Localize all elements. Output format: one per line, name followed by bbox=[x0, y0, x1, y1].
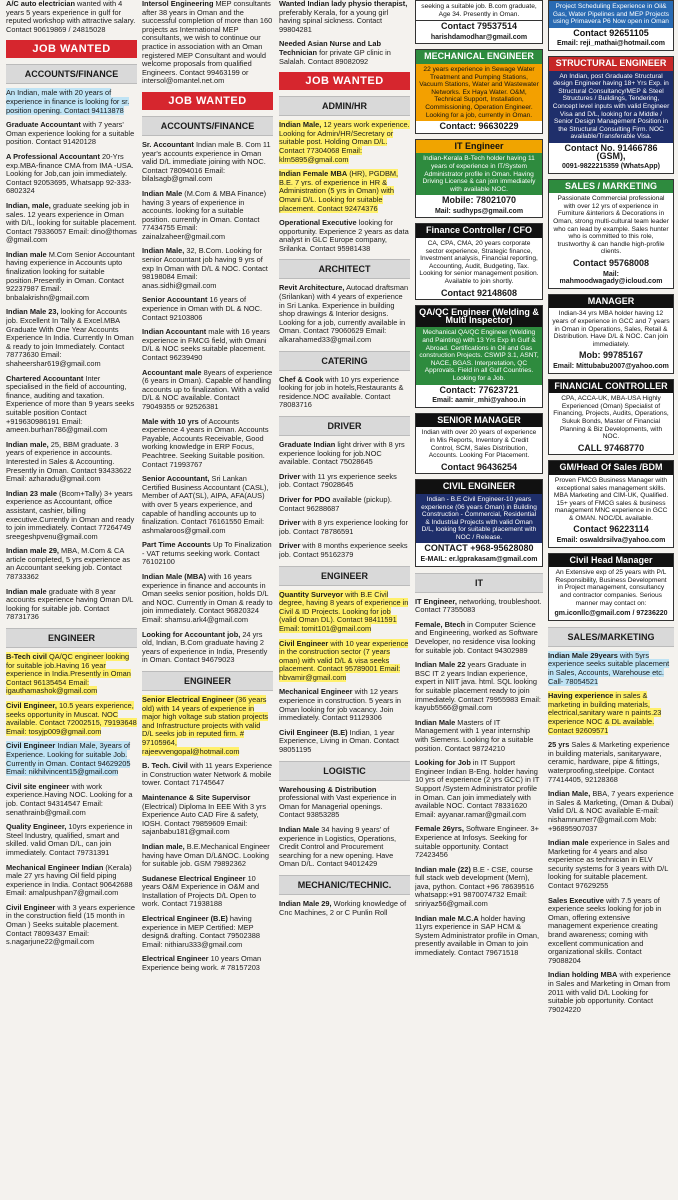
listing-keyword: Intersol Engineering bbox=[142, 0, 214, 8]
classified-listing bbox=[279, 640, 410, 683]
listing-keyword: Quality Engineer, bbox=[6, 822, 67, 832]
classified-listing bbox=[6, 375, 137, 435]
listing-text: 34 having 9 years' of experience in Logistics, Operations, Credit Control and Procurement searching for a new opening. Have Oman D/L. Contact 94012429 bbox=[279, 825, 397, 869]
ad-email: gm.iconllc@gmail.com / 97236220 bbox=[554, 610, 668, 618]
classified-listing bbox=[142, 875, 273, 909]
classified-listing bbox=[6, 202, 137, 245]
listing-keyword: Civil Engineer bbox=[6, 741, 56, 751]
listing-keyword: Sr. Accountant bbox=[142, 139, 194, 149]
display-ad bbox=[548, 460, 674, 547]
ad-body: An Indian, post Graduate Structural design Engineer having 18+ Yrs Exp. in Structural Consultancy/MEP & Steel Structures / Buildings, Tendering, Concept level inputs with valid Engineer Visa and D/L, looking for a Middle / Senior Design Management Position in the Structural Consulting Firm. NOC available/Transferable Visa. bbox=[549, 71, 673, 143]
listing-text: Masters of IT Management with 1 year internship with Siemens. Looking for a suitable position. Contact 98724210 bbox=[415, 717, 534, 753]
listing-text: An Indian, male with 20 years of experience in finance is looking for sr. position opening. Contact 94113878 bbox=[6, 88, 130, 115]
listing-text: with 10 year experience in the construction sector (7 years oman) with valid D/L & visa seeks placement. Contact 95789001 Email: hbvamir@gmail.com bbox=[279, 638, 409, 682]
listing-text: (Bcom+Tally) 3+ years experience as Accountant, office assistant, cashier, billing executive.Currently in Oman and ready to join immediately. Contact 77264749 sreegeshpvenu@gmail.com bbox=[6, 488, 135, 541]
listing-text: with 10 yrs experience looking for job in hotels,Restaurants & residence.NOC available. Contact 78083716 bbox=[279, 374, 404, 410]
classified-listing bbox=[279, 519, 410, 536]
job-wanted-banner: JOB WANTED bbox=[6, 40, 137, 58]
classified-listing bbox=[279, 376, 410, 410]
classified-listing bbox=[279, 786, 410, 820]
category-engineer: ENGINEER bbox=[279, 566, 410, 586]
listing-text: professional with Vast experience in Oman for Managerial openings. Contact 93853285 bbox=[279, 793, 397, 820]
ad-email: 0091-9822215359 (WhatsApp) bbox=[561, 163, 661, 171]
classified-listing bbox=[6, 121, 137, 147]
listing-keyword: Civil site engineer bbox=[6, 781, 70, 791]
classified-listing bbox=[279, 219, 410, 253]
ad-email: Mail: sudhyps@gmail.com bbox=[434, 207, 524, 215]
category-driver: DRIVER bbox=[279, 416, 410, 436]
listing-text: with B.E Civil degree, having 8 years of experience in Civil & ID Projects. Looking for job (valid Oman DL). Contact 98411591 Email: tomit101@gmail.com bbox=[279, 589, 409, 633]
listing-text: 10.5 years experience, seeks opportunity in Muscat. NOC available. Contact 72002515, 79193648 Email: tosyjp009@gmail.com bbox=[6, 701, 137, 736]
classified-listing bbox=[279, 729, 410, 755]
category-engineer: ENGINEER bbox=[6, 628, 137, 648]
listing-text: 12 years work experience. Looking for Admin/HR/Secretary or suitable post. Holding Oman D/L. Contact 77304068 Email: klrn5895@gmail.com bbox=[279, 120, 410, 164]
ad-email: harishdamodhar@gmail.com bbox=[430, 33, 528, 41]
display-ad bbox=[415, 223, 543, 300]
listing-text: wanted with 4 years 5 years experience in gulf for reputed workshop with attractive salary. Contact 90619869 / 24815028 bbox=[6, 0, 136, 34]
listing-keyword: Indian Male 22 bbox=[415, 660, 466, 670]
ad-title: IT Engineer bbox=[416, 140, 542, 154]
classified-listing bbox=[6, 783, 137, 817]
classified-listing bbox=[142, 475, 273, 535]
classified-listing bbox=[279, 496, 410, 513]
listing-keyword: Indian Male bbox=[415, 717, 456, 727]
listing-keyword: Civil Engineer, bbox=[6, 701, 57, 710]
listing-text: preferably Kerala, for a young girl having spinal sickness. Contact 99804281 bbox=[279, 7, 389, 34]
classified-listing bbox=[415, 915, 543, 958]
classified-listing bbox=[415, 759, 543, 819]
listing-text: Software Engineer. 3+ Experience at Infosys. Seeking for suitable opportunity. Contact 72423456 bbox=[415, 824, 539, 860]
listing-keyword: A/C auto electrician bbox=[6, 0, 75, 8]
ad-body: Indian-Kerala B-Tech holder having 11 years of experience in IT/System Administrator profile in Oman. Having Driving License & can join immediately with available NOC. bbox=[416, 153, 542, 195]
listing-text: (M.Com & MBA Finance) having 3 years of experience in accounts. looking for a suitable position. currently in Oman. Contact 77434755 Email: zainalzaheer@gmail.com bbox=[142, 188, 267, 241]
category-admin-hr: ADMIN/HR bbox=[279, 96, 410, 116]
ad-body: Indian-34 yrs MBA holder having 12 years of experience in GCC and 7 years in Oman in Operations, Sales, Retail & Distribution. Have D/L & NOC. Can join immediately. bbox=[549, 308, 673, 350]
ad-body: Indian with over 20 years of experience in Mis Reports, Inventory & Credit Control, SCM, Sales Distribution, Accounts. Looking For Placement. bbox=[416, 427, 542, 461]
classified-listing bbox=[279, 121, 410, 164]
listing-text: in Computer Science and Engineering, worked as Software Developer, no residence visa looking for suitable job. Contact 94302989 bbox=[415, 619, 538, 655]
listing-text: Autocad draftsman (Srilankan) with 4 years of experience in Sri Lanka. Experience in building shop drawings & Interior designs. Looking for a job, currently available in Oman. Contact 79060629 Email: alkarahamed33@gmail.com bbox=[279, 283, 409, 345]
listing-text: looking for opportunity. Experience 2 years as data analyst in GLC Europe company, Srilanka. Contact 95981438 bbox=[279, 218, 409, 253]
display-ad-top bbox=[548, 0, 674, 51]
listing-text: Indian male B. Com 11 year's accounts experience in Oman valid D/L immediate joining with NOC. Contact 78094016 Email: bilalsagb@gmail.com bbox=[142, 139, 271, 184]
ad-contact: Contact: 96630229 bbox=[439, 121, 519, 132]
display-ad bbox=[415, 139, 543, 219]
listing-keyword: Female, Btech bbox=[415, 619, 466, 629]
display-ad bbox=[415, 479, 543, 566]
classified-listing bbox=[142, 369, 273, 412]
listing-keyword: Quantity Surveyor bbox=[279, 589, 344, 599]
listing-text: networking, troubleshoot. Contact 77355083 bbox=[415, 596, 542, 615]
classified-listing bbox=[6, 251, 137, 303]
listing-text: for private GP clinic in Salalah. Contact 89082092 bbox=[279, 47, 391, 66]
listing-text: B.E - CSE, course full stack web development (Mern), java, python. Contact +96 78639516 whatsapp:+91 9870074732 Email: sririyaz56@gmail.com bbox=[415, 864, 534, 909]
listing-text: (Electrical) Diploma In EEE With 3 yrs Experience Auto CAD Fire & safety, IOSH. Contact 79859609 Email: sajanbabu181@gmail.com bbox=[142, 801, 267, 837]
classified-listing bbox=[142, 762, 273, 788]
listing-text: Sri Lankan Certified Business Accountant (CASL), Member of AAT(SL), AIPA, AFA(AUS) with over 5 years experience, and capable of handling accounts up to finalization. Contact 76161550 Email: ashmalaroos@gmail.com bbox=[142, 474, 269, 535]
job-wanted-banner: JOB WANTED bbox=[142, 92, 273, 110]
ad-contact: CALL 97468770 bbox=[577, 442, 645, 453]
ad-title: QA/QC Engineer (Welding & Multi Inspector) bbox=[416, 306, 542, 327]
ad-body: An Extensive exp of 25 years with P/L Responsibility, Business Development in Project management, consultancy and contractor companies. Serious manner may contact on: bbox=[549, 567, 673, 609]
listing-text: with 5yrs experience seeks suitable placement in Sales, Accounts, Warehouse etc. Call- 78054521 bbox=[548, 650, 670, 686]
listing-keyword: Indian Male, bbox=[548, 789, 591, 799]
listing-text: Up To Finalization - VAT returns seeking work. Contact 76102100 bbox=[142, 540, 272, 567]
classified-listing bbox=[142, 843, 273, 869]
listing-keyword: Operational Executive bbox=[279, 218, 357, 228]
listing-text: with 8 months experience seeks job. Contact 95162379 bbox=[279, 541, 408, 559]
ad-contact: Contact 95768008 bbox=[572, 258, 650, 269]
column-5 bbox=[548, 0, 674, 1200]
listing-keyword: Indian male bbox=[6, 586, 47, 596]
classified-listing bbox=[6, 0, 137, 34]
ad-contact: Contact 79537514 bbox=[440, 21, 518, 32]
listing-keyword: Indian Male 29years bbox=[548, 650, 618, 660]
ad-email: Email: oswaldrsilva@yahoo.com bbox=[556, 537, 666, 545]
ad-email: Email: Mittubabu2007@yahoo.com bbox=[553, 362, 669, 370]
listing-keyword: Indian male bbox=[548, 838, 589, 848]
classified-listing bbox=[415, 661, 543, 713]
listing-text: with 16 years experience in finance and accounts in Oman seeks senior position, holds D/L and NOC. Currently in Oman & ready to join immediately. Contact 96820324 Email: shamsu.ark4@gmail.com bbox=[142, 572, 273, 625]
listing-text: with 11 years Experience in Construction water Network & mobile tower. Contact 71745647 bbox=[142, 761, 272, 788]
listing-text: with 7 years' Oman experience looking for a suitable position. Contact 91420128 bbox=[6, 120, 135, 147]
listing-keyword: Wanted Indian lady physio therapist, bbox=[279, 0, 408, 8]
classified-listing bbox=[6, 588, 137, 622]
listing-text: M.Com Senior Accountant having experience in Accounts upto finalization looking for suitable position.Presently in Oman. Contact 92237987 Email: bnbalakrishn@gmail.com bbox=[6, 249, 135, 302]
display-ad bbox=[548, 379, 674, 456]
display-ad bbox=[548, 179, 674, 289]
display-ad bbox=[415, 49, 543, 133]
classified-listing bbox=[6, 547, 137, 581]
column-1 bbox=[6, 0, 137, 1200]
listing-keyword: Indian Male bbox=[142, 188, 183, 198]
listing-text: 24 yrs old, Indian, B.Com graduate having 2 years of experience in India, Presently in Oman. Contact 94679023 bbox=[142, 629, 268, 665]
ad-email: Email: aamir_mhi@yahoo.in bbox=[432, 397, 526, 405]
listing-keyword: Indian male, bbox=[142, 841, 185, 851]
listing-keyword: Graduate Accountant bbox=[6, 120, 81, 130]
classified-listing bbox=[142, 955, 273, 972]
listing-text: BBA, 7 years experience in Sales & Marketing, (Oman & Dubai) Valid D/L & NOC available E-mail: nishamnumer7@gmail.com Mob: +96895907037 bbox=[548, 789, 674, 833]
listing-text: with 8 yrs experience looking for job. Contact 78786591 bbox=[279, 518, 409, 536]
classified-listing bbox=[548, 790, 674, 833]
listing-text: years Graduate in BSC IT 2 years Indian experience, expert in NIIT java. html. SQL looking for suitable placement ready to join immediately. Contact 79955983 Email: kayub5566@gmail.com bbox=[415, 660, 541, 713]
classified-listing bbox=[142, 915, 273, 949]
listing-keyword: Part Time Accounts bbox=[142, 540, 211, 550]
listing-keyword: Looking for Accountant job, bbox=[142, 629, 241, 639]
ad-body: Mechanical QA/QC Engineer (Welding and Painting) with 13 Yrs Exp in Gulf & Abroad. Certifications in Oil and Gas construction Projects. CSWIP 3.1, ASNT, NACE, BGAS. Interpretation, QC Approvals. Field in all Gulf Countries. Looking for a Job. bbox=[416, 327, 542, 384]
classified-listing bbox=[142, 296, 273, 322]
classified-listing bbox=[548, 741, 674, 784]
job-wanted-banner: JOB WANTED bbox=[279, 72, 410, 90]
ad-contact: Contact 92651105 bbox=[549, 28, 673, 40]
classified-listing bbox=[415, 825, 543, 859]
listing-keyword: Driver bbox=[279, 518, 301, 528]
ad-title: FINANCIAL CONTROLLER bbox=[549, 380, 673, 394]
listing-keyword: Chartered Accountant bbox=[6, 373, 84, 383]
display-ad bbox=[548, 56, 674, 174]
listing-keyword: Indian 23 male bbox=[6, 488, 57, 498]
listing-keyword: Male with 10 yrs bbox=[142, 416, 199, 426]
classified-listing bbox=[142, 794, 273, 837]
listing-text: Indian, 1 year Experience, Living in Oman. Contact 98051195 bbox=[279, 727, 399, 755]
classified-listing bbox=[6, 653, 137, 696]
column-3 bbox=[279, 0, 410, 1200]
display-ad bbox=[415, 413, 543, 475]
listing-keyword: Warehousing & Distribution bbox=[279, 784, 377, 794]
listing-text: graduate with 8 year accounts experience having Oman D/L looking for suitable job. Contact 78731736 bbox=[6, 586, 134, 622]
listing-keyword: Mechanical Engineer Indian bbox=[6, 862, 104, 872]
listing-keyword: Driver for PDO bbox=[279, 494, 331, 504]
classified-listing bbox=[279, 826, 410, 869]
listing-text: having experience in MEP Certified: MEP design& drafting. Contact 79502388 Email: nithiaru333@gmail.com bbox=[142, 914, 260, 949]
classified-listing bbox=[142, 141, 273, 184]
ad-title: SALES / MARKETING bbox=[549, 180, 673, 194]
listing-keyword: Indian Male 29, bbox=[279, 898, 332, 908]
listing-text: MEP consultants after 38 years in Oman and the successful completion of more than 160 projects as International MEP consultants, we wish to continue our practice in association with an Oman registered MEP Consultant and would welcome proposals from qualified Engineers. Contact 99463199 or intersol@omantel.net.om bbox=[142, 0, 273, 86]
listing-text: Working knowledge of Cnc Machines, 2 or C Punlin Roll bbox=[279, 898, 407, 917]
listing-text: 10yrs experience in Steel Industry, qualified, smart and skilled. valid Oman D/L, can join immediately. Contact 79731391 bbox=[6, 822, 133, 857]
classified-listing bbox=[548, 692, 674, 735]
listing-keyword: Civil Engineer bbox=[6, 902, 56, 912]
ad-title: Finance Controller / CFO bbox=[416, 224, 542, 238]
classified-listing bbox=[6, 441, 137, 484]
listing-keyword: Graduate Indian bbox=[279, 440, 336, 449]
category-mechanic-technic: MECHANIC/TECHNIC. bbox=[279, 875, 410, 895]
listing-text: 10 years Oman Experience being work. # 78157203 bbox=[142, 954, 262, 973]
classified-listing bbox=[142, 0, 273, 86]
category-accounts-finance: ACCOUNTS/FINANCE bbox=[142, 116, 273, 136]
ad-contact: Mob: 99785167 bbox=[578, 350, 644, 361]
ad-contact: Mobile: 78021070 bbox=[441, 195, 517, 206]
ad-title: SENIOR MANAGER bbox=[416, 414, 542, 428]
classified-listing bbox=[279, 441, 410, 467]
listing-text: 25, BBM graduate. 3 years of experience in accounts. Interested in Sales & Accounting. Presently in Oman. Contact 93433622 Email: azharadu@gmail.com bbox=[6, 439, 132, 484]
ad-title: GM/Head Of Sales /BDM bbox=[549, 461, 673, 475]
classified-listing bbox=[142, 190, 273, 242]
ad-contact: Contact 96223114 bbox=[573, 524, 649, 535]
classified-listing bbox=[415, 598, 543, 615]
listing-keyword: Maintenance & Site Supervisor bbox=[142, 792, 251, 802]
classified-listing bbox=[279, 542, 410, 559]
ad-title: Civil Head Manager bbox=[549, 554, 673, 568]
ad-contact: Contact 92148608 bbox=[440, 287, 518, 298]
listing-keyword: Indian male (22) bbox=[415, 864, 471, 874]
listing-keyword: B. Tech. Civil bbox=[142, 761, 188, 771]
listing-keyword: Chef & Cook bbox=[279, 374, 324, 384]
listing-keyword: Indian Male bbox=[279, 825, 320, 834]
listing-text: (HR), PGDBM, B.E. 7 yrs. of experience in HR & Administration (5 yrs in Oman) with Omani D/L. Looking for suitable placement. Contact 92474376 bbox=[279, 169, 399, 213]
listing-keyword: 25 yrs bbox=[548, 740, 570, 750]
ad-email: Email: reji_mathai@hotmail.com bbox=[549, 39, 673, 50]
listing-keyword: Civil Engineer bbox=[279, 638, 329, 648]
listing-text: Inter specialised in the field of accounting, finance, auditing and taxation. Experience of more than 9 years seeks suitable position Contact +919630986191 Email: ameen.burhan786@gmail.com bbox=[6, 373, 135, 435]
classified-listing bbox=[142, 573, 273, 625]
classified-listing bbox=[548, 839, 674, 891]
listing-keyword: Indian male M.C.A bbox=[415, 913, 479, 923]
ad-contact: Contact No. 91466786 (GSM), bbox=[564, 142, 658, 161]
display-ad bbox=[415, 305, 543, 408]
ad-contact: Contact: 77623721 bbox=[439, 384, 519, 395]
classified-listing bbox=[142, 418, 273, 470]
listing-keyword: Driver bbox=[279, 471, 301, 481]
display-ad-top bbox=[415, 0, 543, 44]
ad-email: Mail: mahmoodwagady@icloud.com bbox=[559, 270, 663, 286]
listing-text: of Accounts experience 4 years in Oman. Accounts Payable, Accounts Receivable, Good working knowledge in ERP Focus, Peachtree. Seeking Suitable position. Contact 71993767 bbox=[142, 416, 269, 469]
listing-text: in IT Support Engineer Indian B-Eng. holder having 10 yrs of experience (2 yrs GCC) in IT Support /System Administrator profile in Oman. Can join immediately with available NOC. Contact 78331620 Email: ayyanar.ramar@gmail.com bbox=[415, 758, 540, 819]
ad-contact: CONTACT +968-95628080 bbox=[424, 543, 534, 554]
listing-keyword: Indian male 29, bbox=[6, 546, 59, 556]
listing-text: Sales & Marketing experience in building materials, sanitaryware, ceramic, hardware, pipe & fittings, waterproofing,steelpipe. Contact 77414405, 92128368 bbox=[548, 740, 670, 784]
ad-body: seeking a suitable job. B.com graduate, Age 34. Presently in Oman. bbox=[416, 1, 542, 21]
classified-listing bbox=[279, 473, 410, 490]
listing-text: B.E.Mechanical Engineer having have Oman D/L&NOC. Looking for suitable job. GSM 79892362 bbox=[142, 841, 270, 869]
classified-listing bbox=[279, 284, 410, 344]
classified-listing bbox=[548, 897, 674, 966]
listing-keyword: Indian holding MBA bbox=[548, 970, 618, 980]
listing-text: with experience in Sales and Marketing in Oman from 2011 with valid D/L Looking for suitable job opportunity. Contact 79024220 bbox=[548, 970, 671, 1014]
listing-keyword: Indian Male (MBA) bbox=[142, 572, 207, 582]
classified-listing bbox=[6, 864, 137, 898]
listing-text: MBA, M.Com & CA article completed, 5 yrs experience as an Accountant seeking job. Contact 78733362 bbox=[6, 546, 131, 582]
classified-listing bbox=[142, 328, 273, 362]
ad-body: 22 years experience in Sewage Water Treatment and Pumping Stations, Vacuum Stations, Water and Wastewater Networks. Ex Haya Water. O&M, Technical Support, Installation, Commissioning, Operation Engineer. Looking for a job, currently in Oman. bbox=[416, 64, 542, 121]
classified-listing bbox=[279, 0, 410, 34]
classified-listing bbox=[279, 40, 410, 66]
listing-text: light driver with 8 yrs experience looking for job.NOC available. Contact 75028645 bbox=[279, 440, 405, 467]
listing-text: Indian Male, 3years of Experience. Looking for suitable Job. Currently in Oman. Contact 94629205 Email: nikhilvincent15@gmail.com bbox=[6, 741, 131, 777]
classified-listing bbox=[6, 308, 137, 368]
listing-text: (36 years old) with 14 years of experience in major high voltage sub station projects and Infrastructure projects with valid D/L seeks job in reputed firm. # 97105964, rajeevvengopal@hotmail.com bbox=[142, 695, 269, 756]
listing-text: with 3 years experience in the construction field (15 month in Oman ) Seeks suitable placement. Contact 78093437 Email: s.nagarjune22@gmail.com bbox=[6, 902, 135, 947]
ad-title: MECHANICAL ENGINEER bbox=[416, 50, 542, 64]
listing-keyword: Looking for Job bbox=[415, 758, 471, 768]
category-architect: ARCHITECT bbox=[279, 259, 410, 279]
listing-text: graduate seeking job in sales. 12 years experience in Oman with D/L, looking for suitable placement. Contact 79336057 Email: dino@thomas @gmail.com bbox=[6, 200, 137, 245]
category-logistic: LOGISTIC bbox=[279, 761, 410, 781]
listing-keyword: Indian Male 23, bbox=[6, 307, 59, 317]
ad-body: CPA, ACCA-UK, MBA-USA Highly Experienced (Oman) Specialist of Financing, Projects, Audits, Operations, Sukuk Bonds, Master of Financial Planning & Biz Developments, with NOC. bbox=[549, 393, 673, 443]
ad-body: Indian - B.E Civil Engineer-10 years experience (06 years Oman) in Building Construction - Commercial, Residential & Industrial Projects with valid Oman D/L, looking for suitable placement with NOC / Release. bbox=[416, 494, 542, 544]
display-ad bbox=[548, 553, 674, 621]
classified-listing bbox=[548, 971, 674, 1014]
listing-keyword: Indian Accountant bbox=[142, 327, 207, 337]
listing-keyword: IT Engineer, bbox=[415, 596, 457, 606]
listing-text: holder having 11yrs experience in SAP HCM & System Administrator profile in Oman, presently available in Oman to join immediately. Contact 79671518 bbox=[415, 913, 540, 958]
listing-keyword: Indian, male, bbox=[6, 200, 51, 210]
classified-listing bbox=[6, 823, 137, 857]
listing-keyword: Senior Electrical Engineer bbox=[142, 695, 234, 704]
classified-listing bbox=[415, 866, 543, 909]
listing-text: looking for Accounts job. Excellent In Tally & Excel.MBA Graduate With One Year Accounts Experience In India. Currently In Oman & ready to join Immediately. Contact 78773630 Email: shaheershar619@gmail.com bbox=[6, 307, 134, 368]
listing-keyword: Driver bbox=[279, 541, 301, 551]
listing-text: 20-Yrs exp.MBA-finance CMA from IMA -USA. Looking for Job,can join immediately. Contact 92053695, Whatsapp 92-333-6802324 bbox=[6, 151, 134, 196]
classified-listing bbox=[142, 631, 273, 665]
classified-listing bbox=[142, 247, 273, 290]
listing-keyword: Female 26yrs, bbox=[415, 824, 464, 834]
classified-listing bbox=[279, 591, 410, 634]
classified-listing bbox=[6, 702, 137, 736]
listing-text: available (pickup). Contact 96288687 bbox=[279, 494, 392, 513]
column-4 bbox=[415, 0, 543, 1200]
listing-keyword: Indian Male, bbox=[142, 246, 185, 256]
listing-keyword: Indian male bbox=[6, 249, 47, 259]
classified-listing bbox=[6, 904, 137, 947]
listing-keyword: Senior Accountant, bbox=[142, 474, 210, 484]
classified-listing bbox=[548, 652, 674, 686]
listing-text: with 12 years experience in construction. 5 years in Oman looking for job vacancy. Join immediately. Contact 91129306 bbox=[279, 687, 402, 723]
classified-listing bbox=[6, 742, 137, 776]
listing-keyword: Needed Asian Nurse and Lab Technician bbox=[279, 39, 381, 57]
classified-listing bbox=[415, 719, 543, 753]
ad-title: STRUCTURAL ENGINEER bbox=[549, 57, 673, 71]
listing-keyword: Sales Executive bbox=[548, 895, 604, 905]
listing-text: 32, B.Com. Looking for senior Accountant job having 9 yrs of exp In Oman with D/L & NOC. Contact 98198084 Email: anas.sidhi@gmail.com bbox=[142, 246, 268, 290]
listing-keyword: Sudanese Electrical Engineer bbox=[142, 873, 246, 883]
listing-keyword: A Professional Accountant bbox=[6, 151, 100, 161]
listing-keyword: Civil Engineer (B.E) bbox=[279, 727, 348, 737]
ad-title: MANAGER bbox=[549, 295, 673, 309]
category-it: IT bbox=[415, 573, 543, 593]
listing-text: male with 16 years experience in FMCG field, with Omani D/L & NOC seeks suitable placement. Contact 96239490 bbox=[142, 327, 270, 362]
listing-text: (Kerala) male 27 yrs having Oil field piping experience in India. Contact 90642688 Email: amalpushpan7@gmail.com bbox=[6, 862, 133, 898]
listing-text: 16 years of experience in Oman with DL & NOC. Contact 92103806 bbox=[142, 295, 263, 322]
category-catering: CATERING bbox=[279, 351, 410, 371]
ad-body: Project Scheduling Experience in Oil& Gas, Water Pipelines and MEP Projects using Primavera P6 Now open in Oman bbox=[552, 3, 670, 26]
ad-body: CA, CPA, CMA, 20 years corporate sector experience, Strategic finance, Investment analysis, Financial reporting, Accounting, Audit, Budgeting, Tax. Looking for senior management position. Available to join shortly. bbox=[416, 238, 542, 288]
listing-text: experience in Sales and Marketing for 4 years and also experience as technician in ELV security systems for 3 years with D/L looking for suitable placement. Contact 97629255 bbox=[548, 838, 670, 891]
classified-listing bbox=[6, 490, 137, 542]
column-2 bbox=[142, 0, 273, 1200]
listing-text: with work experience.Having NOC. Looking for a job. Contact 94314547 Email: senathrainb@gmail.com bbox=[6, 781, 133, 817]
classified-listing bbox=[142, 696, 273, 756]
classified-listing bbox=[279, 900, 410, 917]
ad-email: E-MAIL: er.lgprakasam@gmail.com bbox=[420, 556, 538, 564]
ad-contact: Contact 96436254 bbox=[440, 461, 518, 472]
listing-text: QA/QC engineer looking for suitable job.Having 16 year experience in India.Presently in Oman Contact 96135454 Email: igauthamashok@gmail.com bbox=[6, 652, 131, 696]
classified-listing bbox=[6, 89, 137, 115]
listing-keyword: Indian male, bbox=[6, 439, 49, 449]
listing-keyword: Senior Accountant bbox=[142, 295, 208, 305]
category-accounts-finance: ACCOUNTS/FINANCE bbox=[6, 64, 137, 84]
classified-listing bbox=[142, 541, 273, 567]
listing-keyword: B-Tech civil bbox=[6, 652, 47, 662]
listing-keyword: Having experience bbox=[548, 691, 614, 701]
listing-text: in sales & marketing in building materials, electrical,sanitary ware n paints.23 experience NOC & DL available. Contact 92609571 bbox=[548, 691, 662, 735]
listing-text: with 11 yrs experience seeks job. Contact 79028645 bbox=[279, 471, 397, 490]
classified-listing bbox=[279, 170, 410, 213]
listing-keyword: Indian Male, bbox=[279, 120, 322, 130]
ad-body: Passionate Commercial professional with over 12 yrs of experience in Furniture &interiors & Decorations in Oman, strong multi-cultural team leader who can lead by example. Sales hunter who is committed to this role, trustworthy & can handle high-profile clients. bbox=[549, 193, 673, 258]
listing-keyword: Indian Female MBA bbox=[279, 169, 348, 179]
category-sales-marketing: SALES/MARKETING bbox=[548, 627, 674, 647]
listing-keyword: Revit Architecture, bbox=[279, 283, 345, 293]
display-ad bbox=[548, 294, 674, 374]
listing-text: 10 years O&M Experience in O&M and Installation of Projects D/L Open to work. Contact 71938188 bbox=[142, 873, 260, 909]
classified-listing bbox=[415, 621, 543, 655]
listing-keyword: Mechanical Engineer bbox=[279, 687, 353, 697]
listing-keyword: Accountant male bbox=[142, 367, 202, 377]
classified-listing bbox=[279, 688, 410, 722]
category-engineer: ENGINEER bbox=[142, 671, 273, 691]
listing-keyword: Electrical Engineer (B.E) bbox=[142, 914, 228, 924]
listing-text: 8years of experience (6 years in Oman). Capable of handling accounts up to finalization. With a valid D/L & NOC available. Contact 79049355 or 92526381 bbox=[142, 367, 273, 411]
ad-title: CIVIL ENGINEER bbox=[416, 480, 542, 494]
ad-body: Proven FMCG Business Manager with exceptional sales management skills. MBA Marketing and CIM-UK, Qualified. 15+ years of FMCG sales & business management MNC experience in GCC & OMAN. NOC/DL available. bbox=[549, 475, 673, 525]
listing-keyword: Electrical Engineer bbox=[142, 954, 209, 964]
classified-listing bbox=[6, 153, 137, 196]
listing-text: with 7.5 years of experience seeks looking for job in Oman, offering extensive management experience creating brand awareness; coming with excellent communication and organizational skills. Contact 79088204 bbox=[548, 895, 662, 965]
